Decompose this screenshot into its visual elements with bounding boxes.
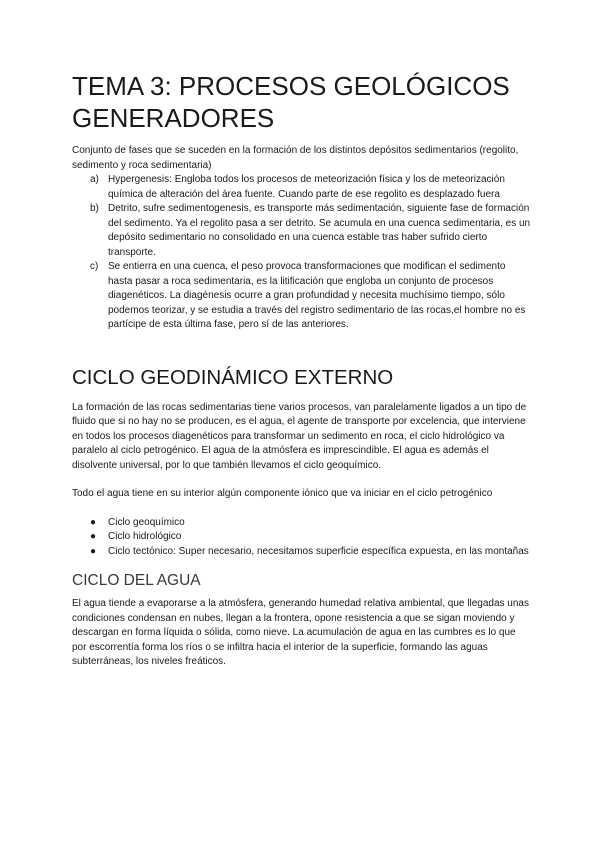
section-paragraph: Todo el agua tiene en su interior algún componente iónico que va iniciar en el ciclo petrogénico xyxy=(72,488,493,499)
section-heading-ciclo-agua: CICLO DEL AGUA xyxy=(72,572,201,589)
document-page xyxy=(72,70,532,670)
list-marker: a) xyxy=(90,174,99,185)
list-item xyxy=(72,530,532,545)
paragraph-gap xyxy=(72,473,532,487)
list-item-text: Ciclo geoquímico xyxy=(108,516,185,528)
list-item-text: Se entierra en una cuenca, el peso provoca transformaciones que modifican el sedimento hasta pasar a roca sedimentaria, es la litificación que engloba un conjunto de procesos diagenéticos. La diagénesis ocurre a gran profundidad y necesita muchísimo tiempo, sólo podemos teorizar, y se estudia a través del registro sedimentario de las rocas,el hombre no es partícipe de esta última fase, pero sí de las anteriores. xyxy=(108,261,526,330)
section-paragraph: La formación de las rocas sedimentarias tiene varios procesos, van paralelamente ligados a un tipo de fluido que si no hay no se producen, es el agua, el agente de transporte por excelencia, que interviene en todos los procesos diagenéticos para transformar un sedimento en roca, el ciclo hidrológico va paralelo al ciclo petrogénico. El agua de la atmósfera es imprescindible. El agua es además el disolvente universal, por lo que también llevamos el ciclo geoquímico. xyxy=(72,401,527,471)
cycles-list xyxy=(72,516,532,560)
list-item xyxy=(72,173,532,202)
list-item xyxy=(72,545,532,560)
list-marker: c) xyxy=(90,261,99,272)
bullet-icon: ● xyxy=(90,531,97,542)
list-item xyxy=(72,260,532,333)
section-heading-ciclo-geodinamico: CICLO GEODINÁMICO EXTERNO xyxy=(72,365,394,389)
list-item-text: Hypergenesis: Engloba todos los procesos de meteorización física y los de meteorización química de alteración del área fuente. Cuando parte de ese regolito es desplazado fuera xyxy=(108,174,505,200)
section-paragraph: El agua tiende a evaporarse a la atmósfera, generando humedad relativa ambiental, que llegadas unas condiciones condensan en nubes, llegan a la frontera, opone resistencia a que se sigan moviendo y descargan en forma líquida o sólida, como nieve. La acumulación de agua en las cumbres es lo que por escorrentía forma los ríos o se infiltra hacia el interior de la superficie, formando las aguas subterráneas, los niveles freáticos. xyxy=(72,598,529,667)
intro-paragraph: Conjunto de fases que se suceden en la formación de los distintos depósitos sedimentarios (regolito, sedimento y roca sedimentaria) xyxy=(72,145,519,171)
bullet-icon: ● xyxy=(90,516,97,528)
phases-list xyxy=(72,173,532,333)
list-item xyxy=(72,202,532,260)
list-item-text: Ciclo tectónico: Super necesario, necesitamos superficie específica expuesta, en las montañas xyxy=(108,545,529,557)
list-item xyxy=(72,516,532,531)
document-title: TEMA 3: PROCESOS GEOLÓGICOS GENERADORES xyxy=(72,71,510,133)
bullet-icon: ● xyxy=(90,545,97,557)
list-marker: b) xyxy=(90,203,99,214)
list-item-text: Ciclo hidrológico xyxy=(108,531,182,542)
list-item-text: Detrito, sufre sedimentogenesis, es transporte más sedimentación, siguiente fase de formación del sedimento. Ya el regolito pasa a ser detrito. Se acumula en una cuenca sedimentaria, es un depósito sedimentario no consolidado en una cuenca estable tras haber sufrido cierto transporte. xyxy=(108,203,531,258)
